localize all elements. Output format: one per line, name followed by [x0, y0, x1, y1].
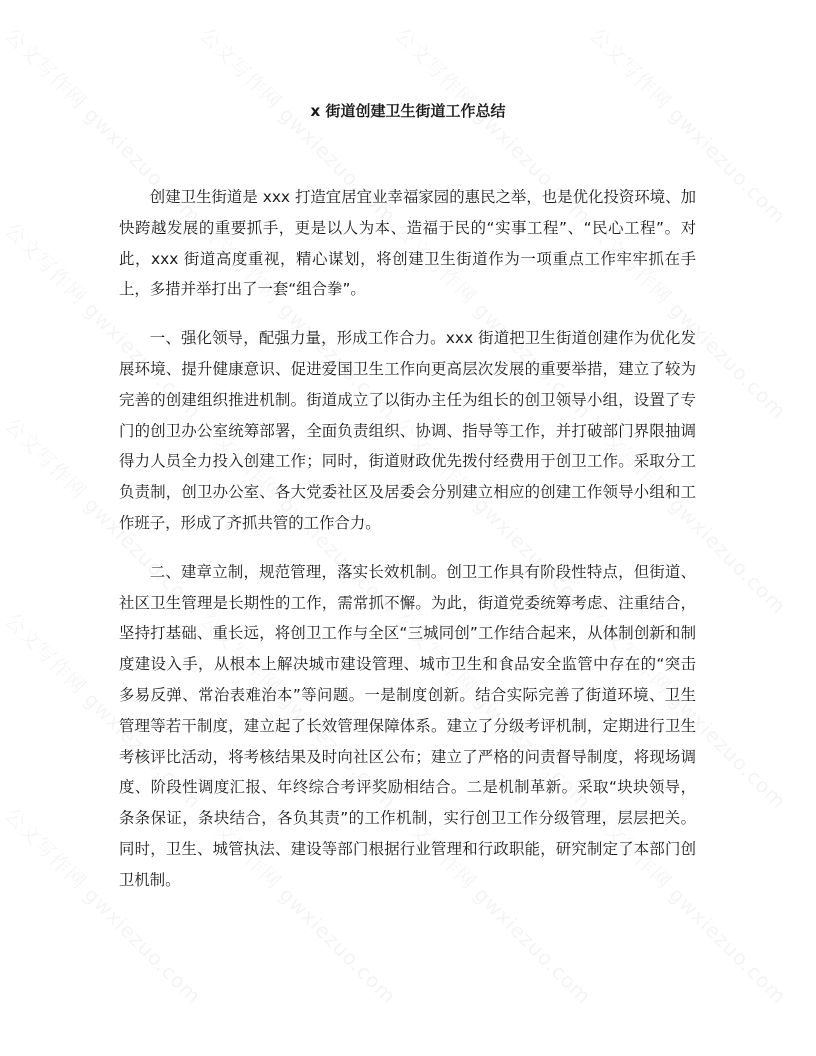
document-body [119, 182, 696, 914]
paragraph-leadership: 一、强化领导，配强力量，形成工作合力。xxx 街道把卫生街道创建作为优化发展环境、提升健康意识、促进爱国卫生工作向更高层次发展的重要举措，建立了较为完善的创建组织推进机制。街道成立了以街办主任为组长的创卫领导小组，设置了专门的创卫办公室统筹部署，全面负责组织、协调、指导等工作，并打破部门界限抽调得力人员全力投入创建工作；同时，街道财政优先拨付经费用于创卫工作。采取分工负责制，创卫办公室、各大党委社区及居委会分别建立相应的创建工作领导小组和工作班子，形成了齐抓共管的工作合力。 [119, 329, 696, 532]
paragraph-regulations: 二、建章立制，规范管理，落实长效机制。创卫工作具有阶段性特点，但街道、社区卫生管理是长期性的工作，需常抓不懈。为此，街道党委统筹考虑、注重结合，坚持打基础、重长远，将创卫工作与全区“三城同创”工作结合起来，从体制创新和制度建设入手，从根本上解决城市建设管理、城市卫生和食品安全监管中存在的“突击多易反弹、常治表难治本”等问题。一是制度创新。结合实际完善了街道环境、卫生管理等若干制度，建立起了长效管理保障体系。建立了分级考评机制，定期进行卫生考核评比活动，将考核结果及时向社区公布；建立了严格的问责督导制度，将现场调度、阶段性调度汇报、年终综合考评奖励相结合。二是机制革新。采取“块块领导，条条保证，条块结合，各负其责”的工作机制，实行创卫工作分级管理，层层把关。同时，卫生、城管执法、建设等部门根据行业管理和行政职能，研究制定了本部门创卫机制。 [119, 562, 696, 889]
paragraph-intro: 创建卫生街道是 xxx 打造宜居宜业幸福家园的惠民之举，也是优化投资环境、加快跨越发展的重要抓手，更是以人为本、造福于民的“实事工程”、“民心工程”。对此，xxx 街道高度重视，精心谋划，将创建卫生街道作为一项重点工作牢牢抓在手上，多措并举打出了一套“组合拳”。 [119, 188, 696, 299]
document-title: x 街道创建卫生街道工作总结 [310, 102, 506, 120]
